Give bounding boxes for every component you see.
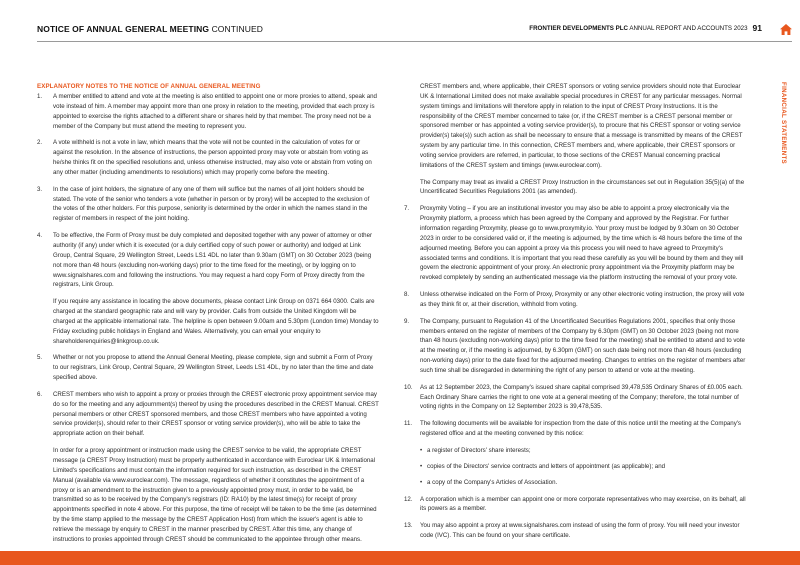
note-number: 1. — [37, 93, 43, 100]
footer-bar — [0, 551, 800, 565]
note-number: 7. — [404, 205, 410, 213]
note-number: 4. — [37, 232, 43, 240]
note-text: In order for a proxy appointment or instruction made using the CREST service to be valid, the appropriate CREST message (a CREST Proxy Instruction) must be properly authenticated in accordance with Euroclear UK & International Limited's specifications and must contain the information required for such instruction, as described in the CREST Manual (available via www.euroclear.com). The message, regardless of whether it constitutes the appointment of a proxy or is an amendment to the instruction given to a previously appointed proxy must, in order to be valid, be transmitted so as to be received by the Company's registrars (ID: RA10) by the latest time(s) for receipt of proxy appointments specified in note 4 above. For this purpose, the time of receipt will be taken to be the time (as determined by the time stamp applied to the message by the CREST Application Host) from which the issuer's agent is able to retrieve the message by enquiry to CREST in the manner prescribed by CREST. After this time, any change of instructions to proxies appointed through CREST should be communicated to the appointee through other means. — [53, 447, 377, 543]
note-number: 3. — [37, 185, 43, 193]
note-text: CREST members who wish to appoint a proxy or proxies through the CREST electronic proxy appointment service may do so for the meeting and any adjournment(s) thereof by using the procedures described in the CREST Manual. CREST personal members or other CREST sponsored members, and those CREST members who have appointed a voting service provider(s), should refer to their CREST sponsor or voting service provider(s), who will be able to take the appropriate action on their behalf. — [53, 390, 379, 438]
list-item: • a copy of the Company's Articles of Association. — [420, 478, 746, 488]
page-number: 91 — [752, 23, 762, 33]
notes-title: EXPLANATORY NOTES TO THE NOTICE OF ANNUAL GENERAL MEETING — [37, 83, 261, 90]
left-column — [37, 82, 379, 552]
note-text: In the case of joint holders, the signature of any one of them will suffice but the names of all joint holders should be stated. The vote of the senior who tenders a vote (whether in person or by proxy) will be accepted to the exclusion of the votes of the other holders. For this purpose, seniority is determined by the order in which the names stand in the register of members in respect of the joint holding. — [53, 185, 370, 223]
note-6-continued: The Company may treat as invalid a CREST Proxy Instruction in the circumstances set out in Regulation 35(5)(a) of the Uncertificated Securities Regulations 2001 (as amended). — [420, 178, 745, 196]
note-number: 13. — [404, 522, 413, 530]
note-number: 6. — [37, 390, 43, 398]
note-number: 11. — [404, 420, 413, 428]
section-heading-title: NOTICE OF ANNUAL GENERAL MEETING — [37, 24, 210, 34]
section-side-tab[interactable] — [780, 82, 794, 192]
note-text: As at 12 September 2023, the Company's issued share capital comprised 39,478,535 Ordinary Shares of £0.005 each. Each Ordinary Share carries the right to one vote at a general meeting of the Company; therefore, the total number of voting rights in the Company on 12 September 2023 is 39,478,535. — [420, 383, 743, 411]
note-number: 2. — [37, 139, 43, 147]
report-title — [529, 24, 762, 33]
note-13 — [404, 521, 746, 541]
document-list — [420, 446, 746, 488]
side-tab-label: FINANCIAL STATEMENTS — [780, 82, 787, 164]
note-number: 8. — [404, 291, 410, 299]
report-name: ANNUAL REPORT AND ACCOUNTS 2023 — [627, 25, 748, 32]
note-text: Unless otherwise indicated on the Form of Proxy, Proxymity or any other electronic voting instruction, the proxy will vote as they think fit or, at their discretion, withhold from voting. — [420, 291, 745, 308]
note-number: 5. — [37, 354, 43, 362]
home-icon[interactable] — [780, 24, 792, 35]
page-header — [37, 24, 762, 38]
note-text: Proxymity Voting – if you are an institutional investor you may also be able to appoint a proxy electronically via the Proxymity platform, a process which has been agreed by the Company and approved by the Registrar. For further information regarding Proxymity, please go to www.proxymity.io. Your proxy must be lodged by 9.30am on 30 October 2023 in order to be considered valid or, if the meeting is adjourned, by the time which is 48 hours before the time of the adjourned meeting. Before you can appoint a proxy via this process you will need to have agreed to Proxymity's associated terms and conditions. It is important that you read these carefully as you will be bound by them and they will govern the electronic appointment of your proxy. An electronic proxy appointment via the Proxymity platform may be revoked completely by sending an authenticated message via the platform instructing the removal of your proxy vote. — [420, 205, 744, 282]
note-text: Whether or not you propose to attend the Annual General Meeting, please complete, sign and submit a Form of Proxy to our registrars, Link Group, Central Square, 29 Wellington Street, Leeds LS1 4DL, by no later than the time and date specified above. — [53, 354, 374, 382]
note-text: A corporation which is a member can appoint one or more corporate representatives who may exercise, on its behalf, all its powers as a member. — [420, 495, 746, 513]
note-6 — [37, 390, 379, 545]
note-text: The Company, pursuant to Regulation 41 of the Uncertificated Securities Regulations 2001, specifies that only those members entered on the register of members of the Company by 6.30pm (GMT) on 30 October 2023 (being not more than 48 hours (excluding non-working days) prior to the time fixed for the meeting) shall be entitled to attend and to vote at the meeting or, if the meeting is adjourned, by 6.30pm (GMT) on such date being not more than 48 hours (excluding non-working days) prior to the date fixed for the adjourned meeting. Changes to entries on the register of members after such time shall be disregarded in determining the right of any person to attend or vote at the meeting. — [420, 317, 746, 374]
note-text: A member entitled to attend and vote at the meeting is also entitled to appoint one or more proxies to attend, speak and vote instead of him. A member may appoint more than one proxy in relation to the meeting, provided that each proxy is appointed to exercise the rights attached to a different share or shares held by that member. The proxy need not be a member of the Company but must attend the meeting to represent you. — [53, 93, 377, 130]
note-4 — [37, 231, 379, 346]
note-number: 12. — [404, 495, 413, 503]
right-column — [404, 82, 746, 548]
section-heading-continued: CONTINUED — [209, 24, 263, 34]
note-text: You may also appoint a proxy at www.signalshares.com instead of using the form of proxy. You will need your investor code (IVC). This can be found on your share certificate. — [420, 522, 740, 540]
note-11 — [404, 419, 746, 487]
note-8 — [404, 290, 746, 310]
note-6-continued: CREST members and, where applicable, their CREST sponsors or voting service providers should note that Euroclear UK & International Limited does not make available special procedures in CREST for any particular messages. Normal system timings and limitations will therefore apply in relation to the input of CREST Proxy Instructions. It is the responsibility of the CREST member concerned to take (or, if the CREST member is a CREST personal member or sponsored member or has appointed a voting service provider(s), to procure that his CREST sponsor or voting service provider(s) take(s)) such action as shall be necessary to ensure that a message is transmitted by means of the CREST system by any particular time. In this connection, CREST members and, where applicable, their CREST sponsors or voting service providers are referred, in particular, to those sections of the CREST Manual concerning practical limitations of the CREST system and timings (www.euroclear.com). — [420, 83, 743, 169]
note-7 — [404, 204, 746, 283]
list-item: • a register of Directors' share interests; — [420, 446, 746, 456]
note-number: 10. — [404, 383, 413, 391]
note-1 — [37, 92, 379, 131]
note-text: To be effective, the Form of Proxy must be duly completed and deposited together with any power of attorney or other authority (if any) under which it is executed (or a duly certified copy of such power or authority) and lodged at Link Group, Central Square, 29 Wellington Street, Leeds LS1 4DL no later than 9.30am (GMT) on 30 October 2023 (being not more than 48 hours (excluding non-working days) prior to the time fixed for the meeting), or by logging on to www.signalshares.com and following the instructions. You may request a hard copy Form of Proxy directly from the registrars, Link Group. — [53, 232, 373, 289]
note-text: The following documents will be available for inspection from the date of this notice until the meeting at the Company's registered office and at the meeting convened by this notice: — [420, 420, 742, 438]
note-3 — [37, 185, 379, 224]
note-text: If you require any assistance in locating the above documents, please contact Link Group on 0371 664 0300. Calls are charged at the standard geographic rate and will vary by provider. Calls from outside the United Kingdom will be charged at the applicable international rate. The helpline is open between 9.00am and 5.30pm (London time) Monday to Friday excluding public holidays in England and Wales. Alternatively, you can email your enquiry to shareholderenquiries@linkgroup.co.uk. — [53, 298, 379, 345]
section-heading — [37, 24, 263, 34]
note-10 — [404, 383, 746, 413]
note-2 — [37, 138, 379, 177]
note-12 — [404, 495, 746, 515]
note-9 — [404, 317, 746, 376]
note-text: A vote withheld is not a vote in law, which means that the vote will not be counted in the calculation of votes for or against the resolution. In the absence of instructions, the person appointed proxy may vote or abstain from voting as he/she thinks fit on the specified resolutions and, unless otherwise instructed, may also vote or abstain from voting on any other matter (including amendments to resolutions) which may properly come before the meeting. — [53, 139, 372, 176]
note-number: 9. — [404, 317, 410, 325]
header-divider — [37, 41, 792, 42]
note-5 — [37, 353, 379, 383]
list-item: • copies of the Directors' service contracts and letters of appointment (as applicable); and — [420, 462, 746, 472]
company-name: FRONTIER DEVELOPMENTS PLC — [529, 25, 628, 32]
